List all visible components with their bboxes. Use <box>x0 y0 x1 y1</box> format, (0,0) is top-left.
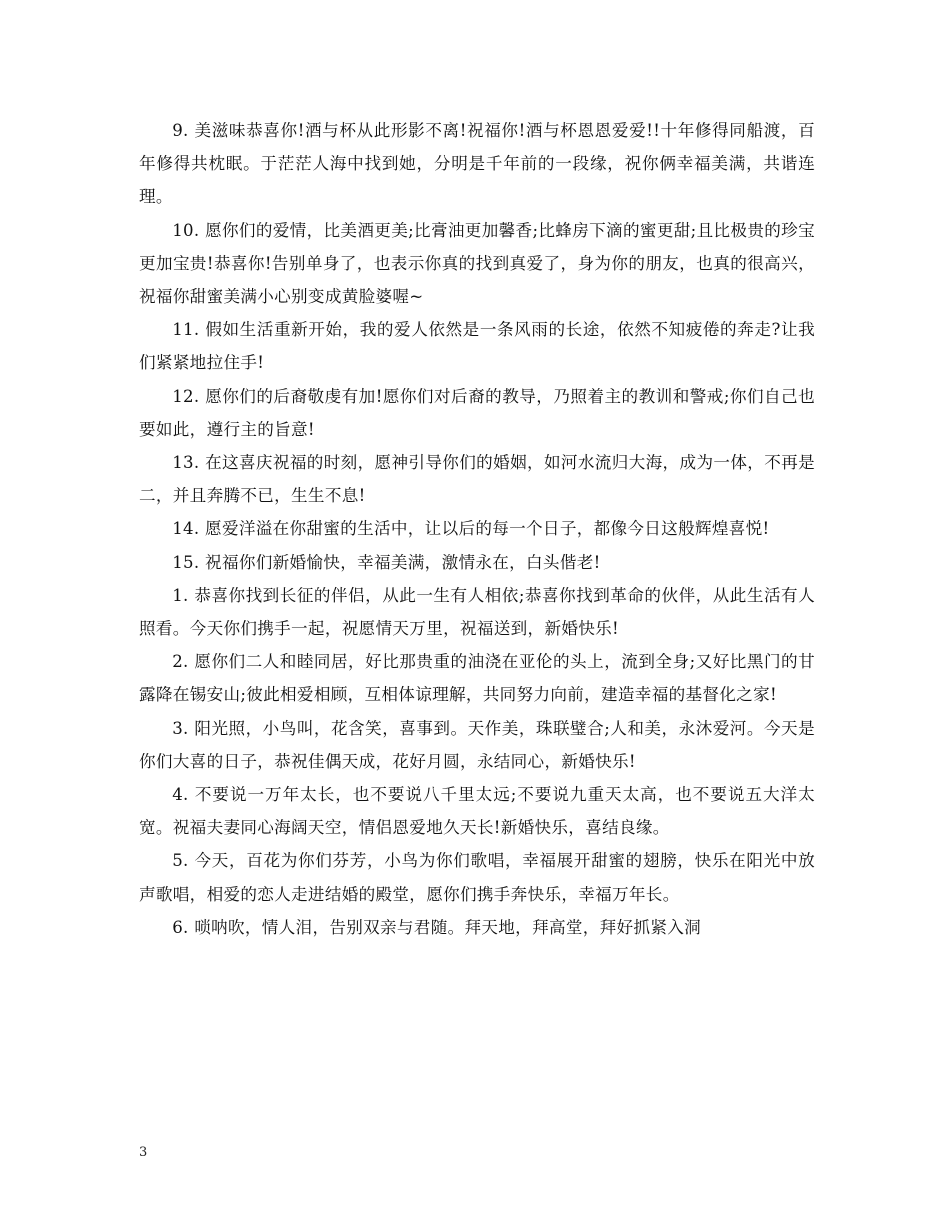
paragraph-10: 10. 愿你们的爱情，比美酒更美;比膏油更加馨香;比蜂房下滴的蜜更甜;且比极贵的珍宝更加宝贵!恭喜你!告别单身了，也表示你真的找到真爱了，身为你的朋友，也真的很高兴，祝福你甜蜜美满小心别变成黄脸婆喔~ <box>139 220 815 307</box>
paragraph-9: 9. 美滋味恭喜你!酒与杯从此形影不离!祝福你!酒与杯恩恩爱爱!!十年修得同船渡，百年修得共枕眠。于茫茫人海中找到她，分明是千年前的一段缘，祝你俩幸福美满，共谐连理。 <box>139 121 815 207</box>
paragraph-4: 4. 不要说一万年太长，也不要说八千里太远;不要说九重天太高，也不要说五大洋太宽。祝福夫妻同心海阔天空，情侣恩爱地久天长!新婚快乐，喜结良缘。 <box>139 785 815 838</box>
paragraph-13: 13. 在这喜庆祝福的时刻，愿神引导你们的婚姻，如河水流归大海，成为一体，不再是 二，并且奔腾不已，生生不息! <box>139 453 815 506</box>
paragraph-1: 1. 恭喜你找到长征的伴侣，从此一生有人相依;恭喜你找到革命的伙伴，从此生活有人照看。今天你们携手一起，祝愿情天万里，祝福送到，新婚快乐! <box>139 585 815 639</box>
document-body <box>139 114 815 944</box>
paragraph-5: 5. 今天，百花为你们芬芳，小鸟为你们歌唱，幸福展开甜蜜的翅膀，快乐在阳光中放声歌唱，相爱的恋人走进结婚的殿堂，愿你们携手奔快乐，幸福万年长。 <box>139 851 815 904</box>
page-number: 3 <box>139 1145 148 1160</box>
paragraph-15: 15. 祝福你们新婚愉快，幸福美满，激情永在，白头偕老! <box>172 552 601 572</box>
paragraph-2: 2. 愿你们二人和睦同居，好比那贵重的油浇在亚伦的头上，流到全身;又好比黑门的甘露降在锡安山;彼此相爱相顾，互相体谅理解，共同努力向前，建造幸福的基督化之家! <box>139 652 815 705</box>
paragraph-6: 6. 唢呐吹，情人泪，告别双亲与君随。拜天地，拜高堂，拜好抓紧入洞 <box>172 917 702 937</box>
paragraph-12: 12. 愿你们的后裔敬虔有加!愿你们对后裔的教导，乃照着主的教训和警戒;你们自己也要如此，遵行主的旨意! <box>139 386 815 439</box>
paragraph-3: 3. 阳光照，小鸟叫，花含笑，喜事到。天作美，珠联璧合;人和美，永沐爱河。今天是你们大喜的日子，恭祝佳偶天成，花好月圆，永结同心，新婚快乐! <box>139 718 815 771</box>
paragraph-14: 14. 愿爱洋溢在你甜蜜的生活中，让以后的每一个日子，都像今日这般辉煌喜悦! <box>172 519 770 539</box>
paragraph-11: 11. 假如生活重新开始，我的爱人依然是一条风雨的长途，依然不知疲倦的奔走?让我们紧紧地拉住手! <box>139 320 815 373</box>
